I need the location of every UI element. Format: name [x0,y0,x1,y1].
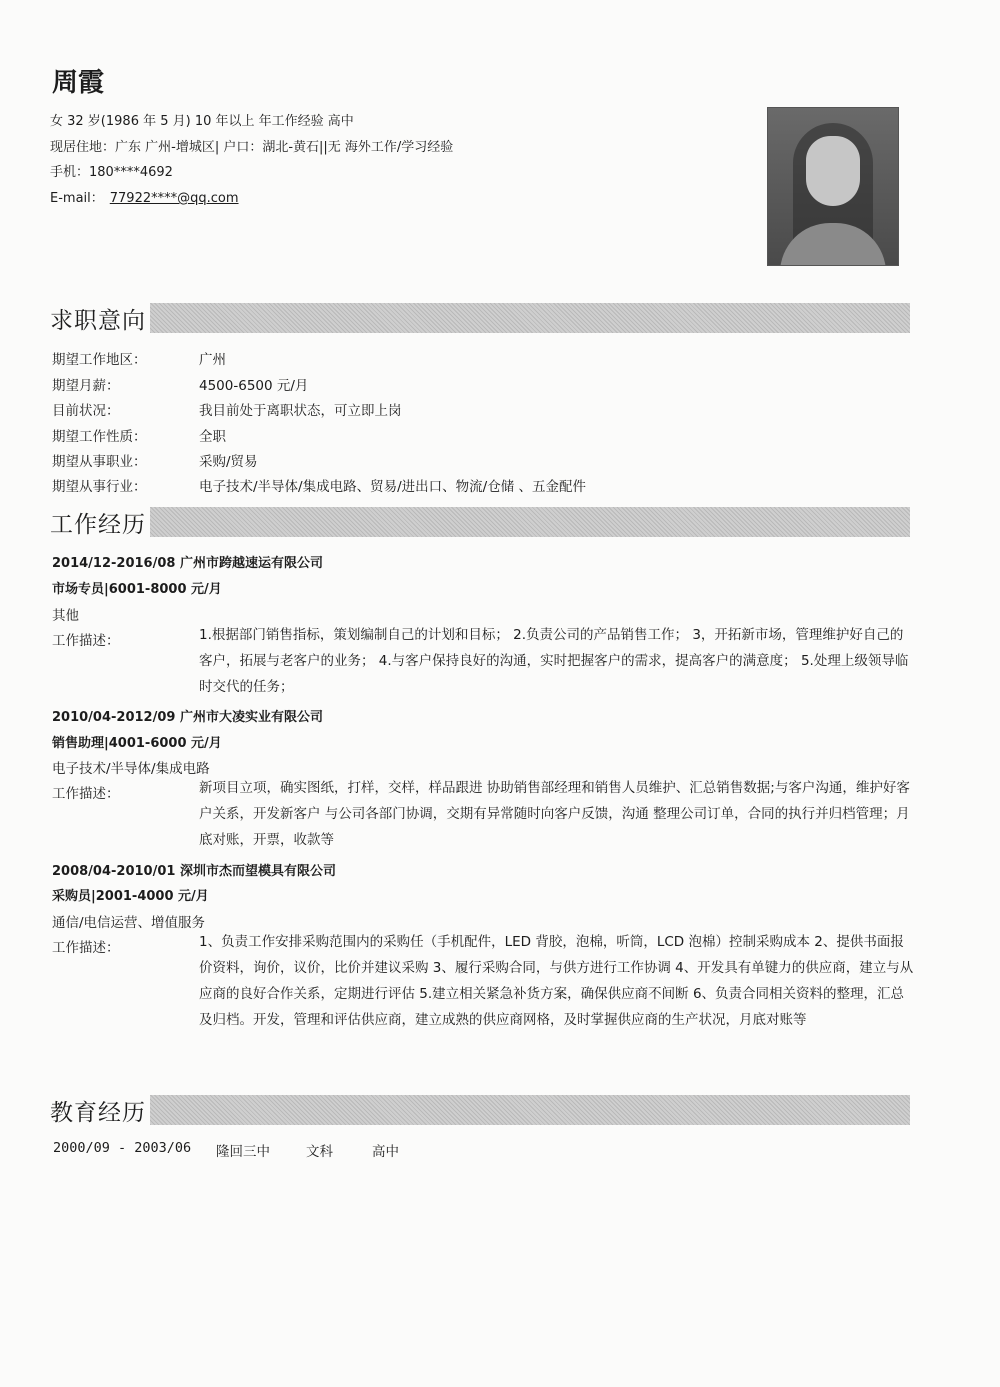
job-position: 销售助理|4001-6000 元/月 [52,736,222,751]
email-row [50,187,239,206]
edu-school: 隆回三中 [216,1144,270,1160]
intent-label: 期望从事行业： [52,479,147,495]
job-description: 1.根据部门销售指标，策划编制自己的计划和目标； 2.负责公司的产品销售工作； 3，开拓新市场，管理维护好自己的客户，拓展与老客户的业务； 4.与客户保持良好的沟通，实时把握客户的需求，提高客户的满意度； 5.处理上级领导临时交代的任务； [199,627,909,695]
section-intent [48,303,910,333]
section-experience [48,507,910,537]
email-label: E-mail： [50,191,104,206]
job-position: 采购员|2001-4000 元/月 [52,889,209,904]
section-bar [150,303,910,333]
section-bar [150,1095,910,1125]
intent-value: 4500-6500 元/月 [199,378,309,394]
intent-value: 电子技术/半导体/集成电路、贸易/进出口、物流/仓储 、五金配件 [199,479,586,495]
job-industry: 通信/电信运营、增值服务 [52,915,206,931]
intent-label: 期望工作性质： [52,429,147,445]
email-link[interactable]: 77922****@qq.com [109,191,239,206]
job-header: 2010/04-2012/09 广州市大凌实业有限公司 [52,710,323,725]
edu-major: 文科 [306,1144,333,1160]
job-industry: 电子技术/半导体/集成电路 [52,761,210,777]
basic-info: 女 32 岁(1986 年 5 月) 10 年以上 年工作经验 高中 [50,114,354,129]
phone-info: 手机：180****4692 [50,165,173,180]
edu-degree: 高中 [372,1144,399,1160]
job-position: 市场专员|6001-8000 元/月 [52,582,222,597]
residence-info: 现居住地：广东 广州-增城区| 户口：湖北-黄石||无 海外工作/学习经验 [50,140,454,155]
intent-value: 广州 [199,352,226,368]
job-industry: 其他 [52,608,79,624]
section-education [48,1095,910,1125]
intent-label: 期望工作地区： [52,352,147,368]
intent-label: 期望月薪： [52,378,120,394]
intent-value: 全职 [199,429,226,445]
section-intent-title: 求职意向 [48,302,150,335]
section-bar [150,507,910,537]
intent-value: 采购/贸易 [199,454,258,470]
intent-value: 我目前处于离职状态，可立即上岗 [199,403,402,419]
job-desc-label: 工作描述： [52,940,120,956]
job-description: 新项目立项，确实图纸，打样，交样，样品跟进 协助销售部经理和销售人员维护、汇总销售数据;与客户沟通，维护好客户关系，开发新客户 与公司各部门协调，交期有异常随时向客户反馈，沟通 整理公司订单，合同的执行并归档管理；月底对账，开票，收款等 [199,780,910,848]
candidate-name: 周霞 [52,68,105,98]
section-education-title: 教育经历 [48,1094,150,1127]
job-header: 2008/04-2010/01 深圳市杰而望模具有限公司 [52,864,336,879]
intent-label: 期望从事职业： [52,454,147,470]
portrait-photo [767,107,899,266]
job-desc-label: 工作描述： [52,633,120,649]
intent-label: 目前状况： [52,403,120,419]
section-experience-title: 工作经历 [48,506,150,539]
job-header: 2014/12-2016/08 广州市跨越速运有限公司 [52,556,323,571]
job-desc-label: 工作描述： [52,786,120,802]
edu-period: 2000/09 - 2003/06 [53,1140,192,1156]
job-description: 1、负责工作安排采购范围内的采购任（手机配件，LED 背胶，泡棉，听筒，LCD 泡棉）控制采购成本 2、提供书面报价资料，询价，议价，比价并建议采购 3、履行采购合同，与供方进行工作协调 4、开发具有单键力的供应商，建立与从应商的良好合作关系，定期进行评估 5.建立相关紧急补货方案，确保供应商不间断 6、负责合同相关资料的整理，汇总及归档。开发，管理和评估供应商，建立成熟的供应商网格，及时掌握供应商的生产状况，月底对账等 [199,934,914,1028]
